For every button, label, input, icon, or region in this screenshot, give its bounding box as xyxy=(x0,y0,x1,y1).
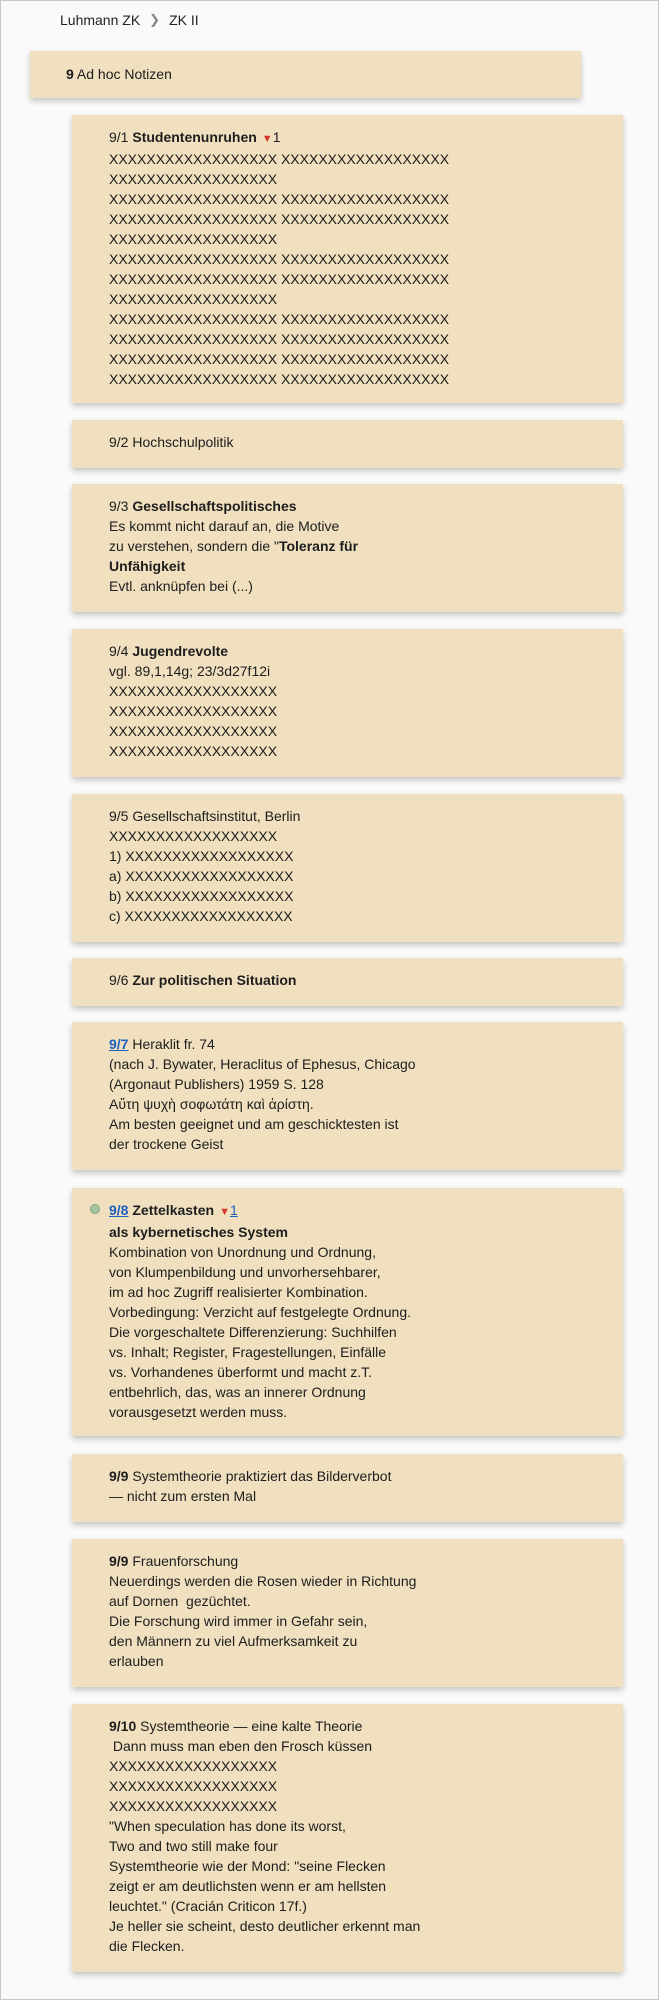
note-line: im ad hoc Zugriff realisierter Kombination. xyxy=(109,1284,368,1300)
note-line: XXXXXXXXXXXXXXXXXX xyxy=(109,291,278,307)
note-line: den Männern zu viel Aufmerksamkeit zu xyxy=(109,1633,358,1649)
note-bold-text: Toleranz für xyxy=(278,538,359,554)
note-line: Dann muss man eben den Frosch küssen xyxy=(109,1738,373,1754)
note-title: Jugendrevolte xyxy=(132,643,229,659)
note-title: Gesellschaftspolitisches xyxy=(132,498,297,514)
chevron-right-icon: ❯ xyxy=(149,12,161,27)
note-line: Systemtheorie wie der Mond: "seine Flecken xyxy=(109,1858,386,1874)
note-line: — nicht zum ersten Mal xyxy=(109,1488,257,1504)
note-heading xyxy=(109,496,603,516)
note-card-9-6[interactable] xyxy=(72,958,623,1006)
link-count: 1 xyxy=(272,129,281,145)
note-line: XXXXXXXXXXXXXXXXXX xyxy=(109,1758,278,1774)
note-heading xyxy=(109,1200,603,1222)
note-title: Systemtheorie praktiziert das Bilderverbot xyxy=(128,1468,392,1484)
note-heading xyxy=(109,1466,603,1486)
note-card-9-10[interactable] xyxy=(72,1704,623,1972)
note-title: Heraklit fr. 74 xyxy=(132,1036,215,1052)
note-line xyxy=(109,556,603,576)
parent-note-id: 9 xyxy=(66,66,74,82)
note-line: erlauben xyxy=(109,1653,164,1669)
note-id: 9/10 xyxy=(109,1718,137,1734)
note-line: vgl. 89,1,14g; 23/3d27f12i xyxy=(109,663,271,679)
note-title: Zettelkasten xyxy=(132,1202,215,1218)
note-line: XXXXXXXXXXXXXXXXXX XXXXXXXXXXXXXXXXXX xyxy=(109,271,450,287)
note-line: Evtl. anknüpfen bei (...) xyxy=(109,578,253,594)
note-line: XXXXXXXXXXXXXXXXXX xyxy=(109,171,278,187)
note-line: Es kommt nicht darauf an, die Motive xyxy=(109,518,340,534)
note-id: 9/9 xyxy=(109,1468,129,1484)
note-card-9-2[interactable] xyxy=(72,420,623,468)
note-id: 9/9 xyxy=(109,1553,129,1569)
note-line: a) XXXXXXXXXXXXXXXXXX xyxy=(109,868,294,884)
note-line: Kombination von Unordnung und Ordnung, xyxy=(109,1244,376,1260)
note-id: 9/4 xyxy=(109,643,129,659)
note-line: XXXXXXXXXXXXXXXXXX xyxy=(109,743,278,759)
note-line: auf Dornen gezüchtet. xyxy=(109,1593,251,1609)
note-line xyxy=(109,536,603,556)
note-card-9-3[interactable] xyxy=(72,484,623,612)
note-line: (Argonaut Publishers) 1959 S. 128 xyxy=(109,1076,324,1092)
note-line: c) XXXXXXXXXXXXXXXXXX xyxy=(109,908,293,924)
link-count[interactable]: 1 xyxy=(229,1202,238,1218)
note-bold-text: Unfähigkeit xyxy=(109,558,186,574)
note-id: 9/3 xyxy=(109,498,129,514)
note-line: der trockene Geist xyxy=(109,1136,224,1152)
note-line: Two and two still make four xyxy=(109,1838,278,1854)
note-line: XXXXXXXXXXXXXXXXXX XXXXXXXXXXXXXXXXXX xyxy=(109,251,450,267)
note-text: zu verstehen, sondern die " xyxy=(109,538,279,554)
note-card-9-7[interactable] xyxy=(72,1022,623,1170)
note-line: 1) XXXXXXXXXXXXXXXXXX xyxy=(109,848,294,864)
note-title: 9/2 Hochschulpolitik xyxy=(109,434,234,450)
note-line: vs. Inhalt; Register, Fragestellungen, Einfälle xyxy=(109,1344,387,1360)
note-line: leuchtet." (Cracián Criticon 17f.) xyxy=(109,1898,307,1914)
note-line: die Flecken. xyxy=(109,1938,185,1954)
note-heading xyxy=(109,1716,603,1736)
note-line: XXXXXXXXXXXXXXXXXX xyxy=(109,723,278,739)
note-heading xyxy=(109,970,603,990)
note-line: Αὔτη ψυχὴ σοφωτάτη καὶ ἀρίστη. xyxy=(109,1096,314,1112)
note-card-9-9-frauenforschung[interactable] xyxy=(72,1539,623,1687)
note-card-9-8[interactable] xyxy=(72,1188,623,1436)
note-heading xyxy=(109,1551,603,1571)
note-bold-text: als kybernetisches System xyxy=(109,1224,288,1240)
note-id-link[interactable]: 9/7 xyxy=(109,1036,129,1052)
breadcrumb xyxy=(60,10,199,30)
note-id: 9/1 xyxy=(109,129,129,145)
note-heading xyxy=(109,1034,603,1054)
note-line: (nach J. Bywater, Heraclitus of Ephesus, Chicago xyxy=(109,1056,416,1072)
note-line: XXXXXXXXXXXXXXXXXX xyxy=(109,683,278,699)
note-line: Neuerdings werden die Rosen wieder in Richtung xyxy=(109,1573,417,1589)
note-line: b) XXXXXXXXXXXXXXXXXX xyxy=(109,888,294,904)
note-line: Die vorgeschaltete Differenzierung: Suchhilfen xyxy=(109,1324,397,1340)
note-line: XXXXXXXXXXXXXXXXXX xyxy=(109,231,278,247)
note-card-9-4[interactable] xyxy=(72,629,623,777)
note-card-9-1[interactable] xyxy=(72,115,623,403)
note-title: Frauenforschung xyxy=(128,1553,239,1569)
note-line: vs. Vorhandenes überformt und macht z.T. xyxy=(109,1364,373,1380)
note-title: Systemtheorie — eine kalte Theorie xyxy=(136,1718,363,1734)
breadcrumb-root[interactable]: Luhmann ZK xyxy=(60,12,141,28)
note-line: XXXXXXXXXXXXXXXXXX XXXXXXXXXXXXXXXXXX xyxy=(109,331,450,347)
note-line: XXXXXXXXXXXXXXXXXX xyxy=(109,703,278,719)
note-card-9-9-systemtheorie[interactable] xyxy=(72,1454,623,1522)
note-line: zeigt er am deutlichsten wenn er am hellsten xyxy=(109,1878,387,1894)
note-line: Vorbedingung: Verzicht auf festgelegte Ordnung. xyxy=(109,1304,411,1320)
parent-note-title xyxy=(66,64,172,84)
note-line: XXXXXXXXXXXXXXXXXX XXXXXXXXXXXXXXXXXX xyxy=(109,191,450,207)
triangle-down-icon: ▼ xyxy=(219,1206,230,1218)
status-dot-icon[interactable] xyxy=(90,1204,100,1214)
note-line: vorausgesetzt werden muss. xyxy=(109,1404,288,1420)
note-line: von Klumpenbildung und unvorhersehbarer, xyxy=(109,1264,381,1280)
breadcrumb-current[interactable]: ZK II xyxy=(169,12,199,28)
note-line: "When speculation has done its worst, xyxy=(109,1818,346,1834)
note-title: 9/5 Gesellschaftsinstitut, Berlin xyxy=(109,808,301,824)
parent-note-label: Ad hoc Notizen xyxy=(76,66,172,82)
note-id-link[interactable]: 9/8 xyxy=(109,1202,129,1218)
note-line: XXXXXXXXXXXXXXXXXX XXXXXXXXXXXXXXXXXX xyxy=(109,371,450,387)
note-line: XXXXXXXXXXXXXXXXXX XXXXXXXXXXXXXXXXXX xyxy=(109,151,450,167)
note-line: XXXXXXXXXXXXXXXXXX xyxy=(109,1778,278,1794)
note-title: Studentenunruhen xyxy=(132,129,257,145)
triangle-down-icon: ▼ xyxy=(261,133,273,145)
note-line: XXXXXXXXXXXXXXXXXX XXXXXXXXXXXXXXXXXX xyxy=(109,211,450,227)
note-subtitle xyxy=(109,1222,603,1242)
parent-note-card[interactable] xyxy=(30,51,581,98)
note-id: 9/6 xyxy=(109,972,129,988)
note-line: XXXXXXXXXXXXXXXXXX xyxy=(109,1798,278,1814)
note-line: XXXXXXXXXXXXXXXXXX xyxy=(109,828,278,844)
note-title: Zur politischen Situation xyxy=(132,972,297,988)
note-card-9-5[interactable] xyxy=(72,794,623,942)
note-heading xyxy=(109,127,603,149)
note-line: Die Forschung wird immer in Gefahr sein, xyxy=(109,1613,368,1629)
note-heading xyxy=(109,641,603,661)
note-line: entbehrlich, das, was an innerer Ordnung xyxy=(109,1384,366,1400)
note-line: Am besten geeignet und am geschicktesten ist xyxy=(109,1116,399,1132)
note-line: XXXXXXXXXXXXXXXXXX XXXXXXXXXXXXXXXXXX xyxy=(109,311,450,327)
note-line: XXXXXXXXXXXXXXXXXX XXXXXXXXXXXXXXXXXX xyxy=(109,351,450,367)
note-line: Je heller sie scheint, desto deutlicher erkennt man xyxy=(109,1918,421,1934)
